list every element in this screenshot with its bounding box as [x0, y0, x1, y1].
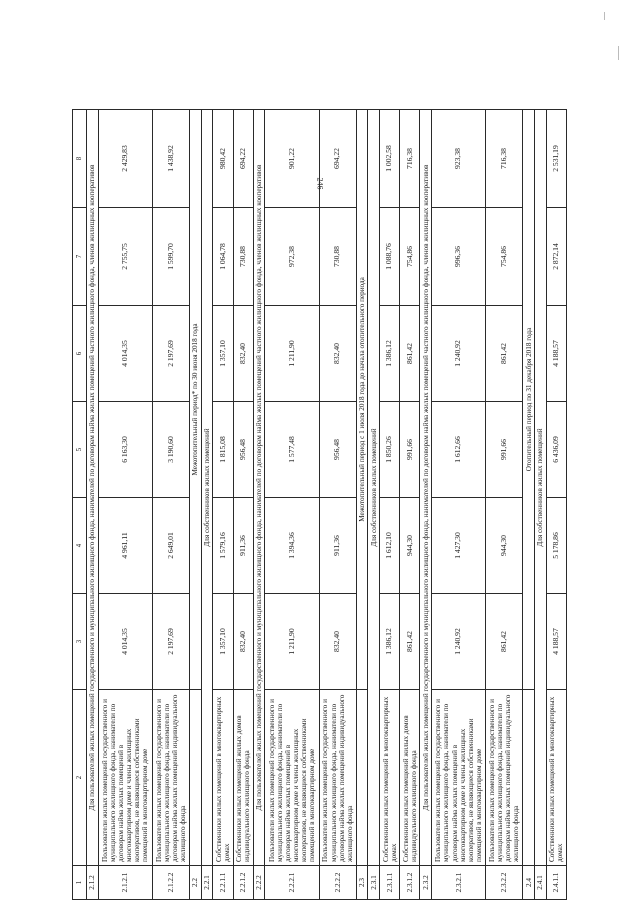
- tariff-value: 861,42: [400, 594, 420, 690]
- tariff-value: 1 850,26: [380, 402, 400, 498]
- tariff-value: 716,38: [400, 110, 420, 208]
- section-title: Для собственников жилых помещений: [535, 110, 547, 866]
- row-code: 2.2: [190, 866, 202, 900]
- row-code: 2.1.2.2: [152, 866, 189, 900]
- table-row: [152, 110, 189, 900]
- period-title: Межотопительный период с 1 июля 2018 года до начала отопительного периода: [356, 110, 368, 690]
- column-number: 1: [73, 866, 87, 900]
- row-description: Собственники жилых помещений жилых домов индивидуального жилищного фонда: [233, 690, 253, 866]
- tariff-value: 2 531,19: [546, 110, 566, 208]
- row-description: Пользователи жилых помещений государственного и муниципального жилищного фонда, наниматели по договорам найма жилых помещений в многоквартирном доме и члены жилищных кооперативов, не являющиеся собственниками помещений в многоквартирном доме: [98, 690, 152, 866]
- tariff-value: 861,42: [486, 306, 523, 402]
- tariff-value: 4 188,57: [546, 306, 566, 402]
- tariff-value: 694,22: [233, 110, 253, 208]
- section-row: [201, 110, 213, 900]
- tariff-value: 972,38: [265, 208, 319, 306]
- section-title: Для собственников жилых помещений: [368, 110, 380, 866]
- tariff-value: 730,88: [319, 208, 356, 306]
- section-row: [253, 110, 265, 900]
- tariff-value: 694,22: [319, 110, 356, 208]
- row-description: Пользователи жилых помещений государственного и муниципального жилищного фонда, наниматели по договорам найма жилых помещений в многоквартирном доме и члены жилищных кооперативов, не являющиеся собственниками помещений в многоквартирном доме: [265, 690, 319, 866]
- row-description: Пользователи жилых помещений государственного и муниципального жилищного фонда, наниматели по договорам найма жилых помещений индивидуального жилищного фонда: [319, 690, 356, 866]
- row-code: 2.3.2.1: [432, 866, 486, 900]
- section-title: Для собственников жилых помещений: [201, 110, 213, 866]
- tariff-value: 996,36: [432, 208, 486, 306]
- tariff-value: 1 240,92: [432, 306, 486, 402]
- tariff-value: 991,66: [400, 402, 420, 498]
- tariff-value: 2 197,69: [152, 306, 189, 402]
- column-number: 6: [73, 306, 87, 402]
- period-title: Межотопительный период* по 30 июня 2018 года: [190, 110, 202, 690]
- tariff-value: 1 579,16: [213, 498, 233, 594]
- tariff-value: 861,42: [486, 594, 523, 690]
- column-number-row: [73, 110, 87, 900]
- section-row: [420, 110, 432, 900]
- table-row: [432, 110, 486, 900]
- tariff-value: 754,86: [486, 208, 523, 306]
- column-number: 3: [73, 594, 87, 690]
- page-number: 246: [315, 177, 325, 190]
- tariff-value: 956,48: [233, 402, 253, 498]
- table-row: [546, 110, 566, 900]
- tariff-value: 991,66: [486, 402, 523, 498]
- table-row: [265, 110, 319, 900]
- tariff-value: 1 577,48: [265, 402, 319, 498]
- row-code: 2.3.2: [420, 866, 432, 900]
- tariff-value: 1 427,30: [432, 498, 486, 594]
- tariff-value: 1 088,76: [380, 208, 400, 306]
- row-code: 2.1.2.1: [98, 866, 152, 900]
- tariff-value: 5 178,86: [546, 498, 566, 594]
- row-code: 2.2.2: [253, 866, 265, 900]
- tariff-value: 1 438,92: [152, 110, 189, 208]
- scan-mark: [604, 12, 605, 20]
- period-row: [190, 110, 202, 900]
- tariff-value: 2 197,69: [152, 594, 189, 690]
- table-row: [400, 110, 420, 900]
- tariff-value: 980,42: [213, 110, 233, 208]
- row-code: 2.3.1.1: [380, 866, 400, 900]
- tariff-value: 3 190,60: [152, 402, 189, 498]
- row-description: Собственники жилых помещений в многоквартирных домах: [213, 690, 233, 866]
- tariff-value: 1 394,36: [265, 498, 319, 594]
- period-title: Отопительный период по 31 декабря 2018 года: [523, 110, 535, 690]
- tariff-value: 911,36: [233, 498, 253, 594]
- tariff-value: 861,42: [400, 306, 420, 402]
- section-row: [368, 110, 380, 900]
- table-row: [319, 110, 356, 900]
- section-title: Для пользователей жилых помещений государственного и муниципального жилищного фонда, нанимателей по договорам найма жилых помещений частного жилищного фонда, членов жилищных кооперативов: [87, 110, 99, 866]
- row-description: Пользователи жилых помещений государственного и муниципального жилищного фонда, наниматели по договорам найма жилых помещений в многоквартирном доме и члены жилищных кооперативов, не являющиеся собственниками помещений в многоквартирном доме: [432, 690, 486, 866]
- row-code: 2.2.1: [201, 866, 213, 900]
- tariff-value: 1 240,92: [432, 594, 486, 690]
- table-row: [213, 110, 233, 900]
- tariff-value: 832,40: [319, 594, 356, 690]
- tariff-value: 1 357,10: [213, 594, 233, 690]
- rotated-table-container: [72, 110, 567, 900]
- tariff-value: 4 014,35: [98, 306, 152, 402]
- tariff-value: 2 755,75: [98, 208, 152, 306]
- tariff-value: 956,48: [319, 402, 356, 498]
- row-code: 2.3.2.2: [486, 866, 523, 900]
- row-code: 2.4: [523, 866, 535, 900]
- section-title: Для пользователей жилых помещений государственного и муниципального жилищного фонда, нанимателей по договорам найма жилых помещений частного жилищного фонда, членов жилищных кооперативов: [420, 110, 432, 866]
- scan-mark: [618, 46, 619, 60]
- tariff-value: 4 188,57: [546, 594, 566, 690]
- row-description: Пользователи жилых помещений государственного и муниципального жилищного фонда, наниматели по договорам найма жилых помещений индивидуального жилищного фонда: [486, 690, 523, 866]
- row-description: Пользователи жилых помещений государственного и муниципального жилищного фонда, наниматели по договорам найма жилых помещений индивидуального жилищного фонда: [152, 690, 189, 866]
- row-code: 2.3.1: [368, 866, 380, 900]
- row-description: Собственники жилых помещений в многоквартирных домах: [380, 690, 400, 866]
- tariff-value: 1 612,66: [432, 402, 486, 498]
- tariff-value: 1 211,90: [265, 306, 319, 402]
- tariff-value: 1 002,58: [380, 110, 400, 208]
- table-row: [380, 110, 400, 900]
- row-code: 2.4.1: [535, 866, 547, 900]
- row-description: Собственники жилых помещений жилых домов индивидуального жилищного фонда: [400, 690, 420, 866]
- empty-cell: [523, 690, 535, 866]
- table-row: [233, 110, 253, 900]
- tariff-value: 1 599,70: [152, 208, 189, 306]
- tariff-value: 6 436,09: [546, 402, 566, 498]
- column-number: 7: [73, 208, 87, 306]
- table-body: [73, 110, 567, 900]
- tariff-value: 944,30: [400, 498, 420, 594]
- table-row: [486, 110, 523, 900]
- period-row: [523, 110, 535, 900]
- tariff-value: 832,40: [319, 306, 356, 402]
- period-row: [356, 110, 368, 900]
- empty-cell: [356, 690, 368, 866]
- row-code: 2.2.2.1: [265, 866, 319, 900]
- column-number: 4: [73, 498, 87, 594]
- section-row: [87, 110, 99, 900]
- tariff-value: 832,40: [233, 594, 253, 690]
- column-number: 5: [73, 402, 87, 498]
- row-code: 2.3.1.2: [400, 866, 420, 900]
- column-number: 2: [73, 690, 87, 866]
- row-description: Собственники жилых помещений в многоквартирных домах: [546, 690, 566, 866]
- tariff-value: 1 357,10: [213, 306, 233, 402]
- column-number: 8: [73, 110, 87, 208]
- tariff-value: 730,88: [233, 208, 253, 306]
- section-title: Для пользователей жилых помещений государственного и муниципального жилищного фонда, нанимателей по договорам найма жилых помещений частного жилищного фонда, членов жилищных кооперативов: [253, 110, 265, 866]
- tariff-value: 901,22: [265, 110, 319, 208]
- tariff-table: [72, 109, 567, 900]
- tariff-value: 1 386,12: [380, 306, 400, 402]
- tariff-value: 4 014,35: [98, 594, 152, 690]
- tariff-value: 1 386,12: [380, 594, 400, 690]
- tariff-value: 944,30: [486, 498, 523, 594]
- tariff-value: 2 872,14: [546, 208, 566, 306]
- tariff-value: 754,86: [400, 208, 420, 306]
- row-code: 2.2.1.2: [233, 866, 253, 900]
- tariff-value: 6 163,30: [98, 402, 152, 498]
- tariff-value: 1 211,90: [265, 594, 319, 690]
- row-code: 2.3: [356, 866, 368, 900]
- tariff-value: 716,38: [486, 110, 523, 208]
- tariff-value: 2 649,01: [152, 498, 189, 594]
- tariff-value: 923,38: [432, 110, 486, 208]
- row-code: 2.4.1.1: [546, 866, 566, 900]
- row-code: 2.2.2.2: [319, 866, 356, 900]
- empty-cell: [190, 690, 202, 866]
- tariff-value: 1 064,78: [213, 208, 233, 306]
- section-row: [535, 110, 547, 900]
- tariff-value: 832,40: [233, 306, 253, 402]
- tariff-value: 4 961,11: [98, 498, 152, 594]
- row-code: 2.1.2: [87, 866, 99, 900]
- table-row: [98, 110, 152, 900]
- tariff-value: 911,36: [319, 498, 356, 594]
- tariff-value: 1 612,10: [380, 498, 400, 594]
- tariff-value: 2 429,83: [98, 110, 152, 208]
- tariff-value: 1 815,08: [213, 402, 233, 498]
- row-code: 2.2.1.1: [213, 866, 233, 900]
